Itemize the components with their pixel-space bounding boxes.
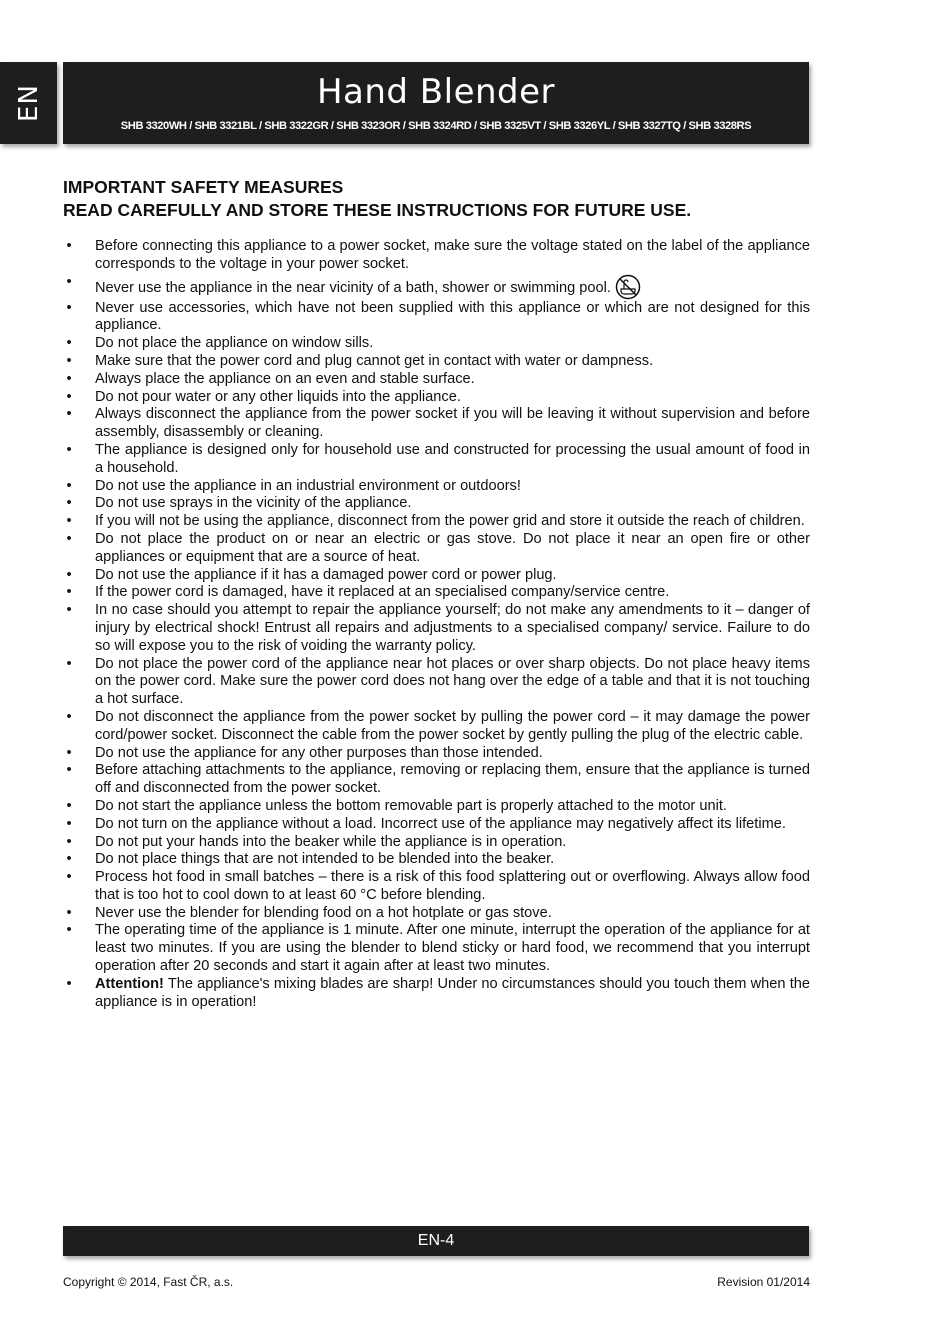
no-bath-icon	[615, 274, 641, 300]
bullet: •	[66, 238, 72, 254]
list-item-text: Do not place the product on or near an electric or gas stove. Do not place it near an open fire or other appliances or equipment that are a source of heat.	[95, 530, 810, 565]
bullet: •	[66, 815, 72, 832]
bullet: •	[66, 584, 72, 601]
page-title: Hand Blender	[316, 72, 556, 112]
bullet: •	[66, 869, 72, 886]
list-item	[63, 371, 810, 389]
bullet: •	[66, 602, 72, 619]
bullet: •	[66, 335, 72, 352]
safety-list	[63, 238, 810, 1011]
list-item	[63, 406, 810, 442]
list-item	[63, 335, 810, 353]
header-bar	[63, 62, 809, 144]
revision-text: Revision 01/2014	[717, 1275, 810, 1289]
attention-text: The appliance's mixing blades are sharp! Under no circumstances should you touch them when the appliance is in operation!	[95, 975, 810, 1010]
list-item	[63, 798, 810, 816]
bullet: •	[66, 477, 72, 494]
page-number: EN-4	[417, 1232, 455, 1249]
list-item-text: Never use the blender for blending food on a hot hotplate or gas stove.	[95, 904, 552, 921]
list-item-text: Do not use sprays in the vicinity of the appliance.	[95, 495, 412, 512]
list-item	[63, 389, 810, 407]
bullet: •	[66, 370, 72, 387]
section-headings	[63, 176, 809, 222]
list-item-text: Do not place the power cord of the appliance near hot places or over sharp objects. Do not place heavy items on the power cord. Make sure the power cord does not hang over the edge of a table and that it is not touching a hot surface.	[95, 655, 810, 708]
list-item	[63, 745, 810, 763]
list-item-text: The appliance is designed only for household use and constructed for processing the usual amount of food in a household.	[95, 441, 810, 476]
list-item-text: Do not put your hands into the beaker while the appliance is in operation.	[95, 833, 567, 850]
list-item-text: If you will not be using the appliance, disconnect from the power grid and store it outside the reach of children.	[95, 513, 805, 530]
list-item-text: Make sure that the power cord and plug cannot get in contact with water or dampness.	[95, 352, 654, 369]
list-item-text: Do not use the appliance for any other purposes than those intended.	[95, 744, 543, 761]
list-item-text: Do not turn on the appliance without a load. Incorrect use of the appliance may negatively affect its lifetime.	[95, 815, 786, 832]
list-item-text: Do not start the appliance unless the bottom removable part is properly attached to the motor unit.	[95, 797, 727, 814]
list-item-text: Before attaching attachments to the appliance, removing or replacing them, ensure that the appliance is turned off and disconnected from the power socket.	[95, 762, 810, 797]
bullet: •	[66, 744, 72, 761]
list-item	[63, 238, 810, 274]
list-item-text: Never use accessories, which have not been supplied with this appliance or which are not designed for this appliance.	[95, 299, 810, 334]
bullet: •	[66, 797, 72, 814]
bullet: •	[66, 406, 72, 423]
list-item	[63, 300, 810, 336]
list-item	[63, 353, 810, 371]
list-item-text: Do not use the appliance if it has a damaged power cord or power plug.	[95, 566, 557, 583]
bullet: •	[66, 299, 72, 316]
list-item	[63, 816, 810, 834]
bullet: •	[66, 655, 72, 672]
list-item	[63, 905, 810, 923]
bullet: •	[66, 513, 72, 530]
list-item-text: If the power cord is damaged, have it replaced at an specialised company/service centre.	[95, 584, 670, 601]
list-item-text: The operating time of the appliance is 1 minute. After one minute, interrupt the operation of the appliance for at least two minutes. If you are using the blender to blend sticky or hard food, we recommend that you interrupt operation after 20 seconds and start it again after at least two minutes.	[95, 922, 810, 975]
bullet: •	[66, 352, 72, 369]
list-item	[63, 851, 810, 869]
list-item	[63, 869, 810, 905]
bullet: •	[66, 566, 72, 583]
list-item-text: Do not disconnect the appliance from the power socket by pulling the power cord – it may damage the power cord/power socket. Disconnect the cable from the power socket by gently pulling the plug of the electric cable.	[95, 708, 810, 743]
list-item	[63, 584, 810, 602]
bullet: •	[66, 904, 72, 921]
bullet: •	[66, 851, 72, 868]
list-item	[63, 442, 810, 478]
list-item	[63, 656, 810, 709]
list-item	[63, 478, 810, 496]
list-item	[63, 567, 810, 585]
list-item-text: In no case should you attempt to repair the appliance yourself; do not make any amendments to it – danger of injury by electrical shock! Entrust all repairs and adjustments to a specialised company/ service. Failure to do so will expose you to the risk of voiding the warranty policy.	[95, 602, 810, 654]
bullet: •	[66, 708, 72, 725]
bullet: •	[66, 833, 72, 850]
bullet: •	[66, 762, 72, 779]
language-code: EN	[13, 84, 44, 122]
list-item-text: Do not pour water or any other liquids into the appliance.	[95, 388, 461, 405]
list-item-text: Always disconnect the appliance from the power socket if you will be leaving it without supervision and before assembly, disassembly or cleaning.	[95, 406, 810, 441]
list-item	[63, 602, 810, 655]
bullet: •	[66, 388, 72, 405]
bullet: •	[66, 273, 72, 290]
list-item-text: Before connecting this appliance to a power socket, make sure the voltage stated on the label of the appliance corresponds to the voltage in your power socket.	[95, 238, 810, 272]
copyright-text: Copyright © 2014, Fast ČR, a.s.	[63, 1275, 234, 1289]
list-item-attention	[63, 976, 810, 1012]
bullet: •	[66, 975, 72, 992]
bullet: •	[66, 495, 72, 512]
list-item	[63, 834, 810, 852]
model-list: SHB 3320WH / SHB 3321BL / SHB 3322GR / SHB 3323OR / SHB 3324RD / SHB 3325VT / SHB 3326YL / SHB 3327TQ / SHB 3328RS	[120, 120, 752, 132]
list-item-text: Do not place things that are not intended to be blended into the beaker.	[95, 851, 555, 868]
bullet: •	[66, 530, 72, 547]
list-item-text: Do not use the appliance in an industrial environment or outdoors!	[95, 477, 521, 494]
list-item	[63, 922, 810, 975]
list-item	[63, 274, 810, 300]
list-item	[63, 762, 810, 798]
list-item-text: Process hot food in small batches – there is a risk of this food splattering out or overflowing. Always allow food that is too hot to cool down to at least 60 °C before blending.	[95, 869, 810, 903]
list-item	[63, 513, 810, 531]
heading-read-carefully: READ CAREFULLY AND STORE THESE INSTRUCTIONS FOR FUTURE USE.	[63, 200, 692, 220]
bullet: •	[66, 922, 72, 939]
list-item	[63, 495, 810, 513]
list-item	[63, 531, 810, 567]
list-item-text: Do not place the appliance on window sills.	[95, 335, 374, 352]
list-item-text: Always place the appliance on an even and stable surface.	[95, 370, 475, 387]
language-tab	[0, 62, 57, 144]
bullet: •	[66, 441, 72, 458]
footer-bar	[63, 1226, 809, 1256]
heading-safety-measures: IMPORTANT SAFETY MEASURES	[63, 177, 344, 197]
list-item	[63, 709, 810, 745]
attention-label: Attention!	[95, 975, 164, 992]
list-item-text: Never use the appliance in the near vicinity of a bath, shower or swimming pool.	[95, 279, 611, 296]
